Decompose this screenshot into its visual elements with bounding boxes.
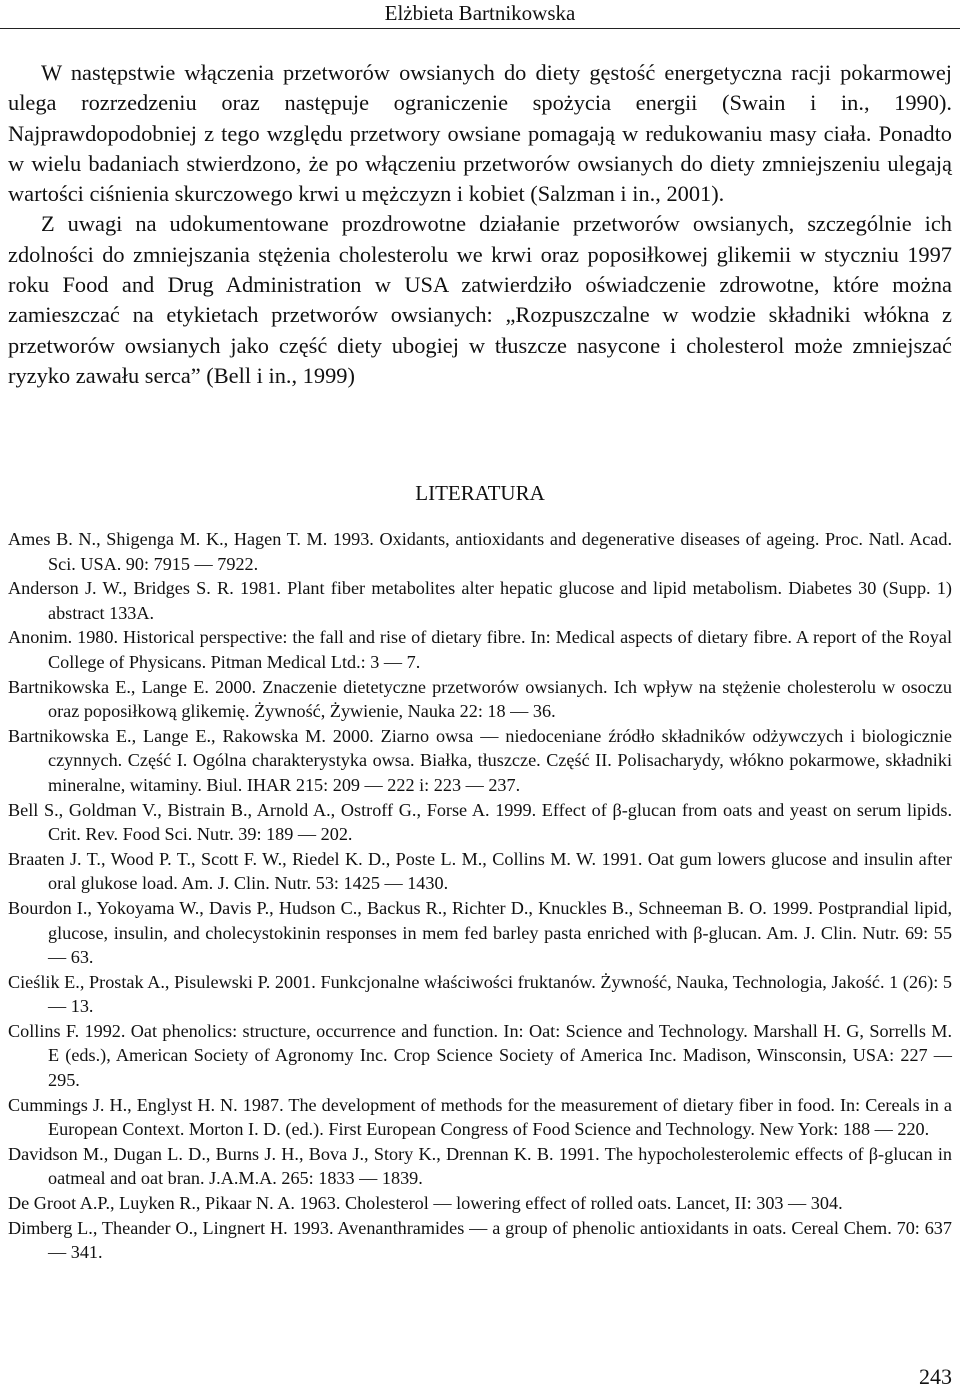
running-head — [0, 0, 960, 29]
reference-item: Cummings J. H., Englyst H. N. 1987. The development of methods for the measurement of dietary fiber in food. In: Cereals in a European Context. Morton I. D. (ed.). First European Congress of Food Science and Technology. New York: 188 — 220. — [8, 1094, 952, 1140]
reference-item: Bartnikowska E., Lange E., Rakowska M. 2000. Ziarno owsa — niedoceniane źródło składników odżywczych i biologicznie czynnych. Część I. Ogólna charakterystyka owsa. Białka, tłuszcze. Część II. Polisacharydy, włókno pokarmowe, składniki mineralne, witaminy. Biul. IHAR 215: 209 — 222 i: 223 — 237. — [8, 725, 952, 795]
reference-item: Anderson J. W., Bridges S. R. 1981. Plant fiber metabolites alter hepatic glucose and lipid metabolism. Diabetes 30 (Supp. 1) abstract 133A. — [8, 578, 952, 623]
reference-item: Cieślik E., Prostak A., Pisulewski P. 2001. Funkcjonalne właściwości fruktanów. Żywność, Nauka, Technologia, Jakość. 1 (26): 5 — 13. — [8, 971, 952, 1017]
reference-item: Braaten J. T., Wood P. T., Scott F. W., Riedel K. D., Poste L. M., Collins M. W. 1991. Oat gum lowers glucose and insulin after oral glukose load. Am. J. Clin. Nutr. 53: 1425 — 1430. — [8, 848, 952, 894]
body-paragraph: Z uwagi na udokumentowane prozdrowotne działanie przetworów owsianych, szczególnie ich zdolności do zmniejszania stężenia cholesterolu we krwi oraz poposiłkowej glikemii w styczniu 1997 roku Food and Drug Administration w USA zatwierdziło oświadczenie zdrowotne, które można zamieszczać na etykietach przetworów owsianych: „Rozpuszczalne w wodzie składniki włókna z przetworów owsianych jako część diety ubogiej w tłuszcze nasycone i cholesterol może zmniejszać ryzyko zawału serca” (Bell i in., 1999) — [8, 211, 952, 388]
section-heading-literatura: LITERATURA — [415, 481, 545, 505]
reference-item: Bartnikowska E., Lange E. 2000. Znaczenie dietetyczne przetworów owsianych. Ich wpływ na stężenie cholesterolu w osoczu oraz poposiłkową glikemię. Żywność, Żywienie, Nauka 22: 18 — 36. — [8, 676, 952, 722]
body-text — [8, 58, 952, 391]
running-head-author: Elżbieta Bartnikowska — [384, 1, 576, 25]
reference-item: Bourdon I., Yokoyama W., Davis P., Hudson C., Backus R., Richter D., Knuckles B., Schneeman B. O. 1999. Postprandial lipid, glucose, insulin, and cholecystokinin responses in mem fed barley pasta enriched with β-glucan. Am. J. Clin. Nutr. 69: 55 — 63. — [8, 897, 952, 968]
reference-item: Collins F. 1992. Oat phenolics: structure, occurrence and function. In: Oat: Science and Technology. Marshall H. G, Sorrells M. E (eds.), American Society of Agronomy Inc. Crop Science Society of America Inc. Madison, Winsconsin, USA: 227 — 295. — [8, 1020, 952, 1091]
reference-item: De Groot A.P., Luyken R., Pikaar N. A. 1963. Cholesterol — lowering effect of rolled oats. Lancet, II: 303 — 304. — [8, 1193, 843, 1214]
reference-item: Ames B. N., Shigenga M. K., Hagen T. M. 1993. Oxidants, antioxidants and degenerative diseases of ageing. Proc. Natl. Acad. Sci. USA. 90: 7915 — 7922. — [8, 529, 952, 574]
reference-item: Dimberg L., Theander O., Lingnert H. 1993. Avenanthramides — a group of phenolic antioxidants in oats. Cereal Chem. 70: 637 — 341. — [8, 1217, 952, 1263]
page-number: 243 — [919, 1364, 952, 1389]
reference-item: Davidson M., Dugan L. D., Burns J. H., Bova J., Story K., Drennan K. B. 1991. The hypocholesterolemic effects of β-glucan in oatmeal and oat bran. J.A.M.A. 265: 1833 — 1839. — [8, 1143, 952, 1189]
reference-list — [8, 527, 952, 1265]
reference-item: Bell S., Goldman V., Bistrain B., Arnold A., Ostroff G., Forse A. 1999. Effect of β-glucan from oats and yeast on serum lipids. Crit. Rev. Food Sci. Nutr. 39: 189 — 202. — [8, 799, 952, 845]
reference-item: Anonim. 1980. Historical perspective: the fall and rise of dietary fibre. In: Medical aspects of dietary fibre. A report of the Royal College of Physicans. Pitman Medical Ltd.: 3 — 7. — [8, 627, 952, 672]
body-paragraph: W następstwie włączenia przetworów owsianych do diety gęstość energetyczna racji pokarmowej ulega rozrzedzeniu oraz następuje ograniczenie spożycia energii (Swain i in., 1990). Najprawdopodobniej z tego względu przetwory owsiane pomagają w redukowaniu masy ciała. Ponadto w wielu badaniach stwierdzono, że po włączeniu przetworów owsianych do diety zmniejszeniu ulegają wartości ciśnienia skurczowego krwi u mężczyzn i kobiet (Salzman i in., 2001). — [8, 60, 952, 207]
